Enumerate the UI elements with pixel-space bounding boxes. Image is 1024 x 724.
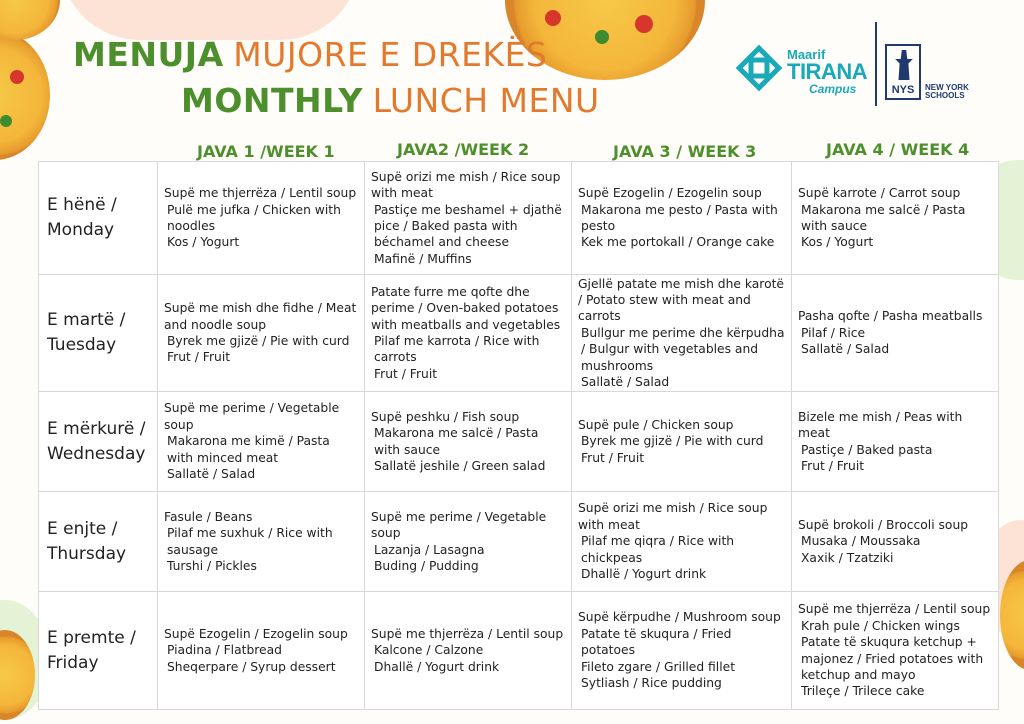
menu-item: Supë me perime / Vegetable soup [371, 509, 547, 541]
menu-item: Supë kërpudhe / Mushroom soup [578, 610, 781, 625]
decor-blob-orange [60, 0, 360, 40]
menu-item: Supë brokoli / Broccoli soup [798, 517, 969, 532]
menu-cell [158, 492, 365, 592]
menu-item: Sallatë / Salad [581, 375, 670, 390]
menu-item: Musaka / Moussaka [801, 534, 921, 549]
lunch-menu-table [38, 161, 999, 710]
menu-item: Sallatë / Salad [801, 342, 890, 357]
menu-item: Patate të skuqura ketchup + majonez / Fried potatoes with ketchup and mayo [801, 635, 984, 682]
week-header-2: JAVA2 /WEEK 2 [397, 140, 530, 159]
menu-item: Frut / Fruit [581, 450, 645, 465]
table-row [39, 275, 999, 392]
menu-item: Pilaf me qiqra / Rice with chickpeas [581, 534, 735, 565]
nys-line-1: NEW YORK [925, 83, 969, 92]
statue-of-liberty-icon [893, 50, 915, 80]
table-row [39, 492, 999, 592]
menu-item: Makarona me kimë / Pasta with minced meat [167, 434, 330, 465]
pizza-decoration-top-left [0, 0, 60, 40]
menu-item: Lazanja / Lasagna [374, 542, 485, 557]
day-name-sq: E martë / [47, 310, 126, 330]
day-cell [39, 162, 158, 275]
menu-cell [365, 392, 572, 492]
menu-item: Pastiçe me beshamel + djathë pice / Baked pasta with béchamel and cheese [374, 202, 562, 250]
menu-item: Supë pule / Chicken soup [578, 417, 734, 432]
menu-item: Supë peshku / Fish soup [371, 409, 520, 424]
menu-item: Byrek me gjizë / Pie with curd [167, 334, 350, 348]
menu-cell [792, 162, 999, 275]
menu-item: Supë karrote / Carrot soup [798, 186, 961, 201]
menu-item: Piadina / Flatbread [167, 643, 282, 658]
table-row [39, 592, 999, 710]
menu-item: Fasule / Beans [164, 509, 253, 524]
menu-item: Frut / Fruit [374, 366, 438, 381]
menu-item: Supë orizi me mish / Rice soup with meat [578, 501, 768, 532]
menu-cell [792, 492, 999, 592]
menu-item: Makarona me salcë / Pasta with sauce [374, 426, 539, 457]
menu-cell [572, 592, 792, 710]
menu-item: Kos / Yogurt [801, 235, 874, 250]
day-name-sq: E enjte / [47, 518, 118, 539]
day-cell [39, 275, 158, 392]
menu-cell [158, 592, 365, 710]
menu-item: Sallatë jeshile / Green salad [374, 458, 546, 473]
nys-mark: NYS [891, 84, 915, 96]
day-name-en: Thursday [47, 543, 127, 564]
menu-item: Pastiçe / Baked pasta [801, 442, 933, 457]
menu-item: Fileto zgare / Grilled fillet [581, 659, 736, 674]
menu-item: Makarona me pesto / Pasta with pesto [581, 202, 778, 233]
menu-cell [572, 492, 792, 592]
title-line-1 [73, 35, 548, 74]
campus-word: Campus [809, 82, 857, 96]
title-word-monthly: MONTHLY [181, 81, 363, 120]
menu-item: Dhallë / Yogurt drink [581, 567, 707, 582]
menu-item: Makarona me salcë / Pasta with sauce [801, 202, 966, 233]
menu-item: Supë me mish dhe fidhe / Meat and noodle soup [164, 301, 357, 332]
table-row [39, 392, 999, 492]
menu-item: Supë me thjerrëza / Lentil soup [164, 186, 357, 201]
day-name-en: Tuesday [47, 335, 117, 355]
title-word-menuja: MENUJA [73, 35, 224, 74]
menu-item: Patate të skuqura / Fried potatoes [581, 626, 732, 658]
logos [735, 22, 995, 106]
menu-cell [792, 392, 999, 492]
menu-cell [572, 392, 792, 492]
menu-item: Supë Ezogelin / Ezogelin soup [164, 626, 348, 641]
week-header-3: JAVA 3 / WEEK 3 [613, 142, 757, 161]
title-words-mujore: MUJORE E DREKËS [233, 35, 548, 74]
day-name-en: Friday [47, 652, 99, 673]
menu-item: Frut / Fruit [167, 350, 231, 365]
maarif-wordmark [787, 48, 867, 95]
title-words-lunch-menu: LUNCH MENU [372, 81, 600, 120]
week-headers [0, 140, 1024, 162]
menu-cell [365, 592, 572, 710]
nys-wordmark [925, 84, 969, 100]
menu-item: Dhallë / Yogurt drink [374, 659, 500, 674]
day-cell [39, 592, 158, 710]
menu-item: Trileçe / Trilece cake [801, 684, 925, 699]
week-header-1: JAVA 1 /WEEK 1 [197, 142, 335, 161]
menu-item: Turshi / Pickles [167, 558, 257, 573]
menu-item: Bizele me mish / Peas with meat [798, 409, 963, 441]
menu-item: Pilaf me suxhuk / Rice with sausage [167, 526, 333, 557]
menu-item: Supë me perime / Vegetable soup [164, 401, 340, 432]
maarif-word: Maarif [787, 47, 826, 62]
menu-cell [158, 162, 365, 275]
menu-item: Buding / Pudding [374, 558, 479, 573]
day-name-sq: E mërkurë / [47, 418, 146, 439]
menu-cell [792, 592, 999, 710]
menu-cell [158, 275, 365, 392]
menu-item: Frut / Fruit [801, 458, 865, 473]
day-name-sq: E premte / [47, 627, 136, 648]
nys-line-2: SCHOOLS [925, 91, 965, 100]
menu-item: Kalcone / Calzone [374, 643, 484, 658]
menu-item: Sytliash / Rice pudding [581, 676, 722, 691]
menu-cell [572, 162, 792, 275]
table-row [39, 162, 999, 275]
menu-item: Bullgur me perime dhe kërpudha / Bulgur with vegetables and mushrooms [581, 325, 785, 373]
menu-item: Sheqerpare / Syrup dessert [167, 659, 336, 674]
menu-cell [365, 162, 572, 275]
menu-item: Supë orizi me mish / Rice soup with meat [371, 169, 561, 201]
day-name-sq: E hënë / [47, 195, 117, 215]
menu-cell [365, 492, 572, 592]
maarif-logo-icon [735, 44, 783, 92]
week-header-4: JAVA 4 / WEEK 4 [826, 140, 970, 159]
menu-item: Kos / Yogurt [167, 235, 240, 250]
menu-item: Gjellë patate me mish dhe karotë / Potato stew with meat and carrots [578, 276, 784, 324]
day-name-en: Wednesday [47, 443, 146, 464]
title-line-2 [181, 81, 600, 120]
menu-cell [158, 392, 365, 492]
menu-item: Xaxik / Tzatziki [801, 550, 894, 565]
menu-item: Pasha qofte / Pasha meatballs [798, 309, 983, 324]
tirana-word: TIRANA [787, 59, 868, 84]
nys-logo [885, 44, 921, 100]
day-cell [39, 392, 158, 492]
menu-item: Pulë me jufka / Chicken with noodles [167, 202, 341, 233]
menu-item: Krah pule / Chicken wings [801, 618, 960, 633]
menu-cell [792, 275, 999, 392]
logo-divider [875, 22, 877, 106]
menu-item: Supë me thjerrëza / Lentil soup [371, 626, 564, 641]
menu-cell [365, 275, 572, 392]
menu-cell [572, 275, 792, 392]
day-cell [39, 492, 158, 592]
menu-item: Kek me portokall / Orange cake [581, 235, 775, 250]
menu-item: Sallatë / Salad [167, 467, 256, 482]
menu-item: Supë me thjerrëza / Lentil soup [798, 602, 991, 617]
menu-item: Supë Ezogelin / Ezogelin soup [578, 186, 762, 201]
day-name-en: Monday [47, 220, 115, 240]
menu-item: Patate furre me qofte dhe perime / Oven-baked potatoes with meatballs and vegetables [371, 284, 561, 332]
menu-item: Mafinë / Muffins [374, 251, 472, 266]
menu-item: Byrek me gjizë / Pie with curd [581, 434, 764, 449]
menu-item: Pilaf / Rice [801, 325, 866, 340]
menu-item: Pilaf me karrota / Rice with carrots [374, 334, 540, 365]
